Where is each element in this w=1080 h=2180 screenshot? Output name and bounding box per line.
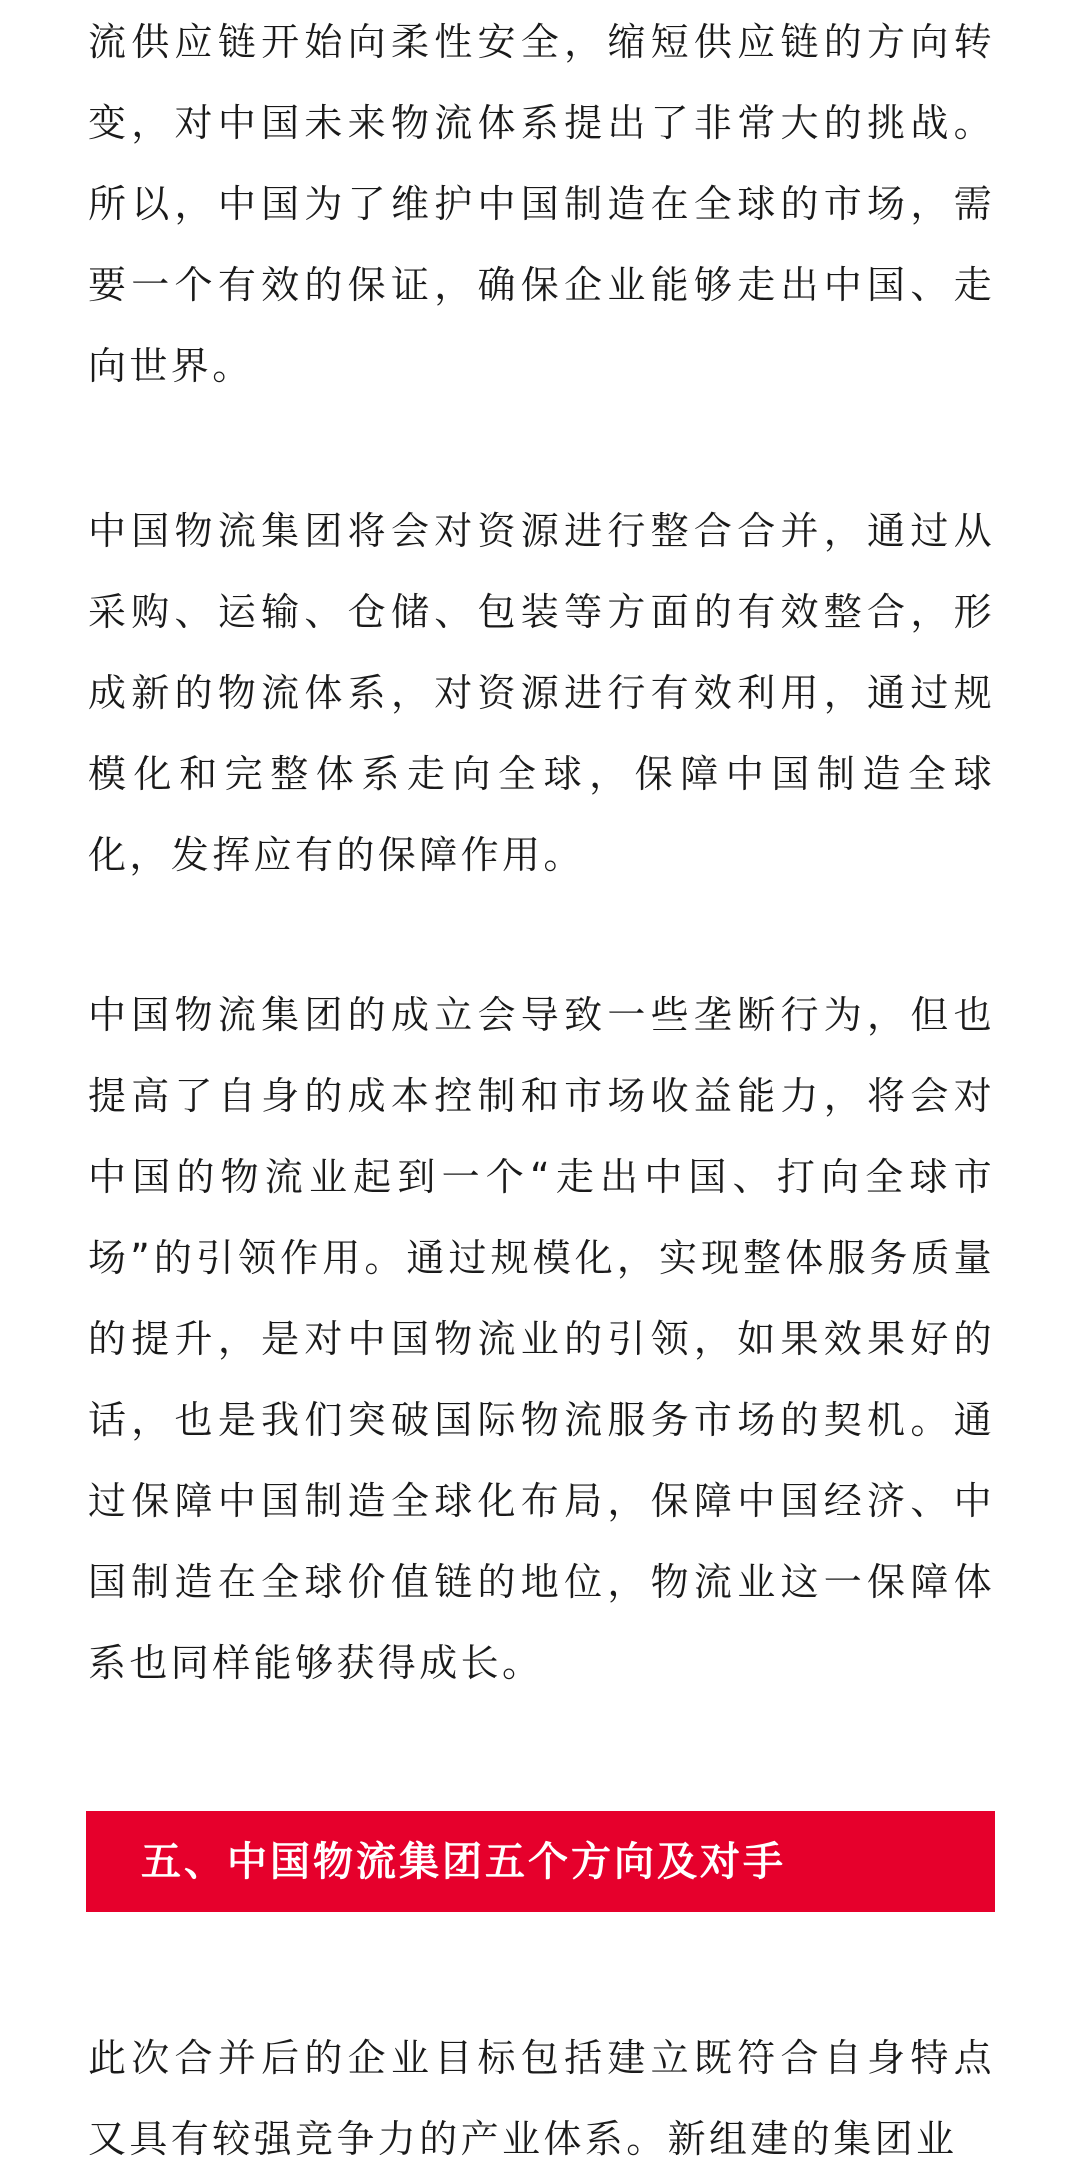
article-paragraph-3: 中国物流集团的成立会导致一些垄断行为，但也提高了自身的成本控制和市场收益能力，将会对中国的物流业起到一个“走出中国、打向全球市场”的引领作用。通过规模化，实现整体服务质量的提升，是对中国物流业的引领，如果效果好的话，也是我们突破国际物流服务市场的契机。通过保障中国制造全球化布局，保障中国经济、中国制造在全球价值链的地位，物流业这一保障体系也同样能够获得成长。 xyxy=(88,993,995,1685)
article-paragraph-2: 中国物流集团将会对资源进行整合合并，通过从采购、运输、仓储、包装等方面的有效整合，形成新的物流体系，对资源进行有效利用，通过规模化和完整体系走向全球，保障中国制造全球化，发挥应有的保障作用。 xyxy=(88,509,995,877)
section-heading-banner xyxy=(86,1811,995,1912)
article-paragraph-4: 此次合并后的企业目标包括建立既符合自身特点又具有较强竞争力的产业体系。新组建的集团业 xyxy=(88,2036,995,2161)
article-paragraph-1: 流供应链开始向柔性安全，缩短供应链的方向转变，对中国未来物流体系提出了非常大的挑战。所以，中国为了维护中国制造在全球的市场，需要一个有效的保证，确保企业能够走出中国、走向世界。 xyxy=(88,20,995,388)
section-heading-title: 五、中国物流集团五个方向及对手 xyxy=(141,1838,786,1885)
